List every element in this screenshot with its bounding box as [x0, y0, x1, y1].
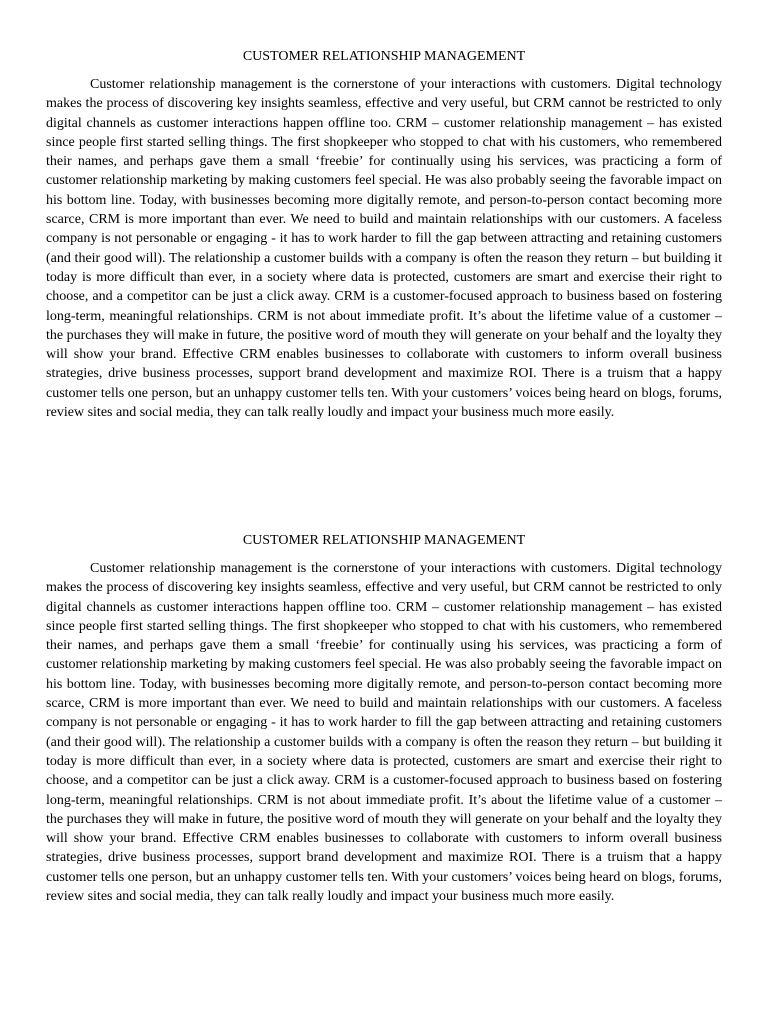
section-paragraph: Customer relationship management is the cornerstone of your interactions with customers. Digital technology makes the process of discovering key insights seamless, effective and very useful, but CRM cannot be restricted to only digital channels as customer interactions happen offline too. CRM – customer relationship management – has existed since people first started selling things. The first shopkeeper who stopped to chat with his customers, who remembered their names, and perhaps gave them a small ‘freebie’ for continually using his services, was practicing a form of customer relationship marketing by making customers feel special. He was also probably seeing the favorable impact on his bottom line. Today, with businesses becoming more digitally remote, and person-to-person contact becoming more scarce, CRM is more important than ever. We need to build and maintain relationships with our customers. A faceless company is not personable or engaging - it has to work harder to fill the gap between attracting and retaining customers (and their good will). The relationship a customer builds with a company is often the reason they return – but building it today is more difficult than ever, in a society where data is protected, customers are smart and exercise their right to choose, and a competitor can be just a click away. CRM is a customer-focused approach to business based on fostering long-term, meaningful relationships. CRM is not about immediate profit. It’s about the lifetime value of a customer – the purchases they will make in future, the positive word of mouth they will generate on your behalf and the loyalty they will show your brand. Effective CRM enables businesses to collaborate with customers to inform overall business strategies, drive business processes, support brand development and maximize ROI. There is a truism that a happy customer tells one person, but an unhappy customer tells ten. With your customers’ voices being heard on blogs, forums, review sites and social media, they can talk really loudly and impact your business much more easily. — [46, 561, 722, 905]
section-paragraph: Customer relationship management is the cornerstone of your interactions with customers. Digital technology makes the process of discovering key insights seamless, effective and very useful, but CRM cannot be restricted to only digital channels as customer interactions happen offline too. CRM – customer relationship management – has existed since people first started selling things. The first shopkeeper who stopped to chat with his customers, who remembered their names, and perhaps gave them a small ‘freebie’ for continually using his services, was practicing a form of customer relationship marketing by making customers feel special. He was also probably seeing the favorable impact on his bottom line. Today, with businesses becoming more digitally remote, and person-to-person contact becoming more scarce, CRM is more important than ever. We need to build and maintain relationships with our customers. A faceless company is not personable or engaging - it has to work harder to fill the gap between attracting and retaining customers (and their good will). The relationship a customer builds with a company is often the reason they return – but building it today is more difficult than ever, in a society where data is protected, customers are smart and exercise their right to choose, and a competitor can be just a click away. CRM is a customer-focused approach to business based on fostering long-term, meaningful relationships. CRM is not about immediate profit. It’s about the lifetime value of a customer – the purchases they will make in future, the positive word of mouth they will generate on your behalf and the loyalty they will show your brand. Effective CRM enables businesses to collaborate with customers to inform overall business strategies, drive business processes, support brand development and maximize ROI. There is a truism that a happy customer tells one person, but an unhappy customer tells ten. With your customers’ voices being heard on blogs, forums, review sites and social media, they can talk really loudly and impact your business much more easily. — [46, 77, 722, 421]
document-section-2 — [46, 531, 722, 906]
section-title: CUSTOMER RELATIONSHIP MANAGEMENT — [242, 49, 526, 64]
document-section-1 — [46, 47, 722, 422]
section-title: CUSTOMER RELATIONSHIP MANAGEMENT — [242, 533, 526, 548]
